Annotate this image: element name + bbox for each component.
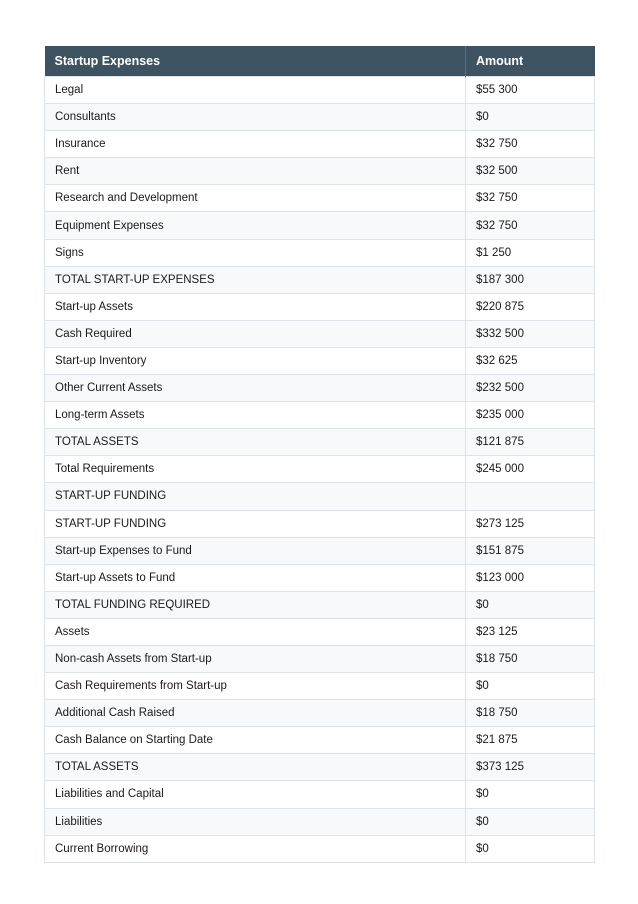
cell-amount: $0 [466, 835, 595, 862]
cell-item: Legal [45, 77, 466, 104]
cell-item: Long-term Assets [45, 402, 466, 429]
table-row [45, 483, 595, 510]
cell-item: TOTAL START-UP EXPENSES [45, 266, 466, 293]
cell-item: Assets [45, 618, 466, 645]
table-row [45, 320, 595, 347]
cell-item: Consultants [45, 104, 466, 131]
column-header-item: Startup Expenses [45, 46, 466, 77]
table-row [45, 808, 595, 835]
cell-item: Insurance [45, 131, 466, 158]
table-row [45, 537, 595, 564]
cell-amount: $273 125 [466, 510, 595, 537]
cell-amount: $0 [466, 104, 595, 131]
table-row [45, 212, 595, 239]
cell-item: Rent [45, 158, 466, 185]
cell-amount: $32 500 [466, 158, 595, 185]
cell-amount: $32 625 [466, 347, 595, 374]
table-row [45, 727, 595, 754]
cell-amount: $0 [466, 673, 595, 700]
table-row [45, 456, 595, 483]
cell-item: Start-up Expenses to Fund [45, 537, 466, 564]
cell-item: Equipment Expenses [45, 212, 466, 239]
table-row [45, 158, 595, 185]
table-row [45, 185, 595, 212]
table-row [45, 104, 595, 131]
cell-amount: $232 500 [466, 375, 595, 402]
cell-amount: $18 750 [466, 700, 595, 727]
cell-amount: $123 000 [466, 564, 595, 591]
cell-item: Start-up Inventory [45, 347, 466, 374]
cell-item: TOTAL FUNDING REQUIRED [45, 591, 466, 618]
cell-item: Start-up Assets [45, 293, 466, 320]
table-header-row [45, 46, 595, 77]
cell-amount: $220 875 [466, 293, 595, 320]
cell-item: Liabilities [45, 808, 466, 835]
cell-amount: $23 125 [466, 618, 595, 645]
cell-item: Cash Requirements from Start-up [45, 673, 466, 700]
table-row [45, 510, 595, 537]
table-row [45, 266, 595, 293]
cell-item: Other Current Assets [45, 375, 466, 402]
table-row [45, 835, 595, 862]
table-row [45, 347, 595, 374]
table-row [45, 375, 595, 402]
cell-item: Cash Balance on Starting Date [45, 727, 466, 754]
cell-amount: $0 [466, 781, 595, 808]
cell-item: Liabilities and Capital [45, 781, 466, 808]
table-row [45, 591, 595, 618]
column-header-amount: Amount [466, 46, 595, 77]
table-body [45, 77, 595, 863]
table-row [45, 781, 595, 808]
cell-item: TOTAL ASSETS [45, 754, 466, 781]
table-row [45, 700, 595, 727]
cell-item: START-UP FUNDING [45, 483, 466, 510]
cell-amount: $121 875 [466, 429, 595, 456]
cell-amount: $235 000 [466, 402, 595, 429]
cell-amount: $1 250 [466, 239, 595, 266]
cell-amount: $187 300 [466, 266, 595, 293]
cell-item: Current Borrowing [45, 835, 466, 862]
table-row [45, 564, 595, 591]
cell-amount: $245 000 [466, 456, 595, 483]
cell-amount: $21 875 [466, 727, 595, 754]
cell-amount: $0 [466, 808, 595, 835]
cell-item: Signs [45, 239, 466, 266]
table-row [45, 429, 595, 456]
cell-amount: $55 300 [466, 77, 595, 104]
table-row [45, 77, 595, 104]
cell-amount: $0 [466, 591, 595, 618]
cell-amount: $151 875 [466, 537, 595, 564]
table-row [45, 239, 595, 266]
table-row [45, 754, 595, 781]
cell-item: Additional Cash Raised [45, 700, 466, 727]
cell-amount: $32 750 [466, 185, 595, 212]
cell-item: Cash Required [45, 320, 466, 347]
table-row [45, 618, 595, 645]
cell-item: START-UP FUNDING [45, 510, 466, 537]
cell-amount: $373 125 [466, 754, 595, 781]
cell-amount [466, 483, 595, 510]
cell-amount: $32 750 [466, 131, 595, 158]
cell-item: TOTAL ASSETS [45, 429, 466, 456]
table-row [45, 673, 595, 700]
cell-item: Start-up Assets to Fund [45, 564, 466, 591]
cell-amount: $32 750 [466, 212, 595, 239]
table-row [45, 131, 595, 158]
cell-item: Total Requirements [45, 456, 466, 483]
table-row [45, 402, 595, 429]
cell-item: Research and Development [45, 185, 466, 212]
table-row [45, 293, 595, 320]
startup-expenses-table [44, 46, 595, 863]
cell-amount: $18 750 [466, 645, 595, 672]
startup-expenses-table-container [44, 46, 594, 863]
cell-item: Non-cash Assets from Start-up [45, 645, 466, 672]
cell-amount: $332 500 [466, 320, 595, 347]
table-row [45, 645, 595, 672]
